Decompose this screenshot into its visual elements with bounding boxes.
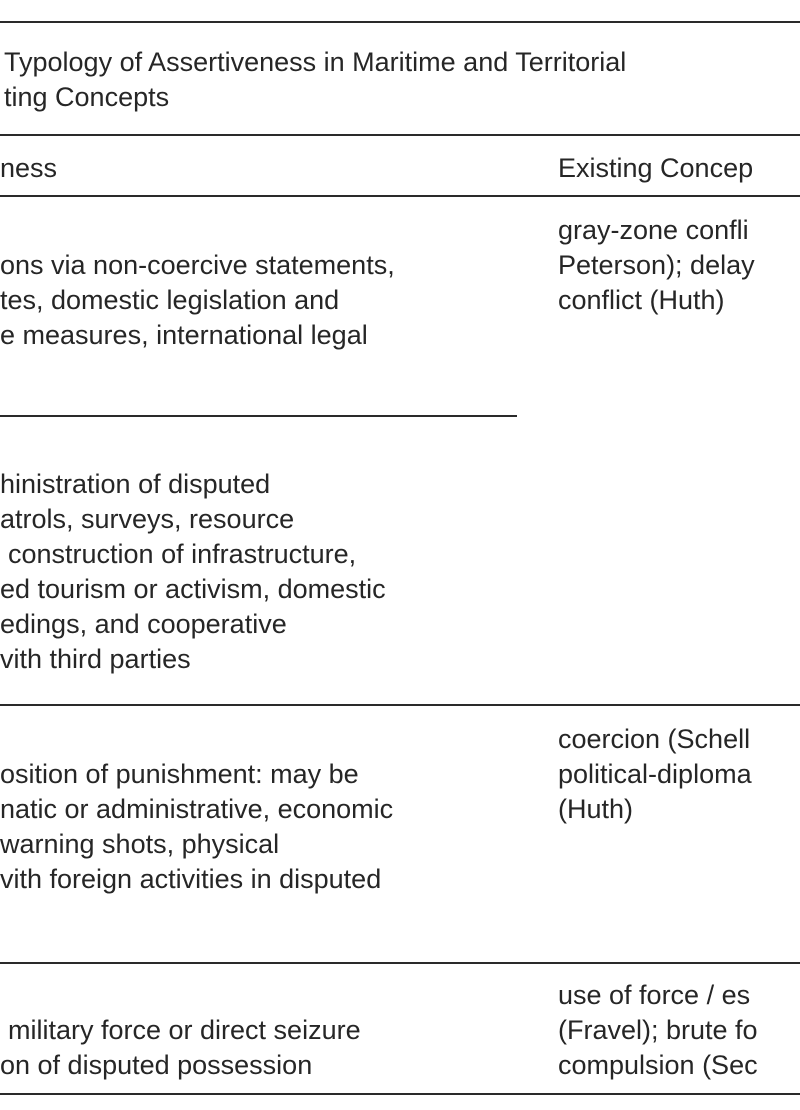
row-concepts [558, 722, 752, 827]
concept-line: coercion (Schell [558, 724, 751, 754]
row-concepts [558, 978, 758, 1083]
caption-line: ting Concepts [4, 82, 170, 112]
subgroup-divider-rule [0, 415, 517, 417]
description-line: warning shots, physical [0, 829, 280, 859]
caption-bottom-rule [0, 134, 800, 136]
row-description [0, 248, 395, 353]
concept-line: use of force / es [558, 980, 751, 1010]
row-divider-rule [0, 962, 800, 964]
description-line: ed tourism or activism, domestic [0, 574, 386, 604]
concept-line: (Fravel); brute fo [558, 1015, 758, 1045]
row-description [0, 757, 393, 897]
concept-line: political-diploma [558, 759, 752, 789]
column-header-existing-concepts: Existing Concep [558, 153, 754, 183]
description-line: construction of infrastructure, [8, 539, 357, 569]
row-description [0, 467, 386, 677]
column-header-assertiveness: ness [0, 153, 58, 183]
description-line: vith third parties [0, 644, 191, 674]
table-bottom-rule [0, 1093, 800, 1095]
concept-line: Peterson); delay [558, 250, 755, 280]
description-line: natic or administrative, economic [0, 794, 394, 824]
caption-line: Typology of Assertiveness in Maritime and Territorial [4, 47, 627, 77]
description-line: hinistration of disputed [0, 469, 271, 499]
description-line: on of disputed possession [0, 1050, 313, 1080]
header-bottom-rule [0, 195, 800, 197]
concept-line: (Huth) [558, 794, 634, 824]
description-line: edings, and cooperative [0, 609, 287, 639]
row-description [0, 1013, 361, 1083]
table-top-rule [0, 21, 800, 23]
description-line: osition of punishment: may be [0, 759, 359, 789]
row-concepts [558, 213, 755, 318]
description-line: military force or direct seizure [8, 1015, 361, 1045]
description-line: ons via non-coercive statements, [0, 250, 395, 280]
concept-line: conflict (Huth) [558, 285, 725, 315]
description-line: atrols, surveys, resource [0, 504, 295, 534]
concept-line: gray-zone confli [558, 215, 749, 245]
description-line: e measures, international legal [0, 320, 368, 350]
description-line: vith foreign activities in disputed [0, 864, 382, 894]
table-caption [4, 45, 626, 115]
row-divider-rule [0, 704, 800, 706]
description-line: tes, domestic legislation and [0, 285, 340, 315]
concept-line: compulsion (Sec [558, 1050, 758, 1080]
